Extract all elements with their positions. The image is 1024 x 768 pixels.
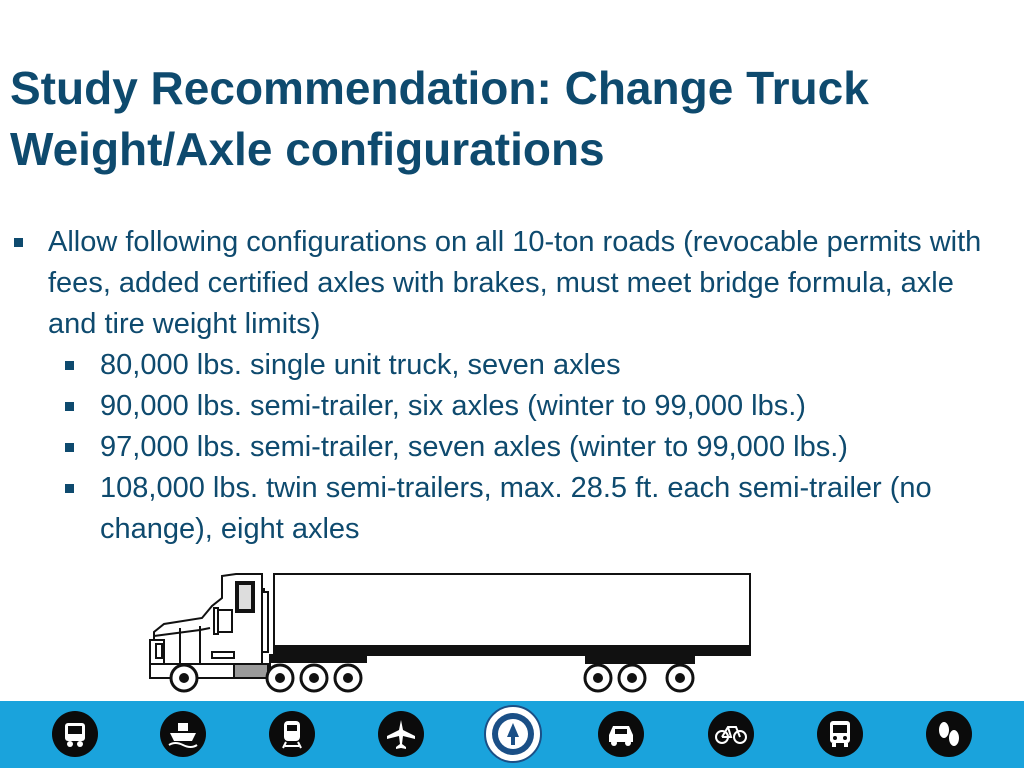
ship-icon [160, 711, 206, 757]
minnesota-dot-seal [484, 705, 542, 763]
car-icon [598, 711, 644, 757]
bullet-square-icon [65, 361, 74, 370]
bicycle-icon [708, 711, 754, 757]
bullet-square-icon [65, 443, 74, 452]
sub-bullet [0, 386, 1024, 427]
bullet-square-icon [65, 484, 74, 493]
sub-bullet-text: 80,000 lbs. single unit truck, seven axles [100, 349, 621, 381]
slide-title: Study Recommendation: Change Truck Weight/Axle configurations [10, 62, 869, 175]
bullet-list [0, 222, 1024, 550]
footer-icon-bar [0, 701, 1024, 768]
sub-bullet-text: 97,000 lbs. semi-trailer, seven axles (winter to 99,000 lbs.) [100, 431, 848, 463]
bus-icon [817, 711, 863, 757]
semi-truck-illustration [140, 568, 760, 694]
sub-bullet-text: 90,000 lbs. semi-trailer, six axles (winter to 99,000 lbs.) [100, 390, 806, 422]
airplane-icon [378, 711, 424, 757]
bullet-square-icon [65, 402, 74, 411]
bullet-square-icon [14, 238, 23, 247]
sub-bullet-text: 108,000 lbs. twin semi-trailers, max. 28.5 ft. each semi-trailer (no change), eight axles [100, 472, 932, 545]
footprints-icon [926, 711, 972, 757]
truck-icon [52, 711, 98, 757]
sub-bullet [0, 427, 1024, 468]
sub-bullet [0, 468, 1024, 550]
sub-bullet [0, 345, 1024, 386]
main-bullet-text: Allow following configurations on all 10-ton roads (revocable permits with fees, added certified axles with brakes, must meet bridge formula, axle and tire weight limits) [48, 226, 982, 340]
train-icon [269, 711, 315, 757]
main-bullet [0, 222, 1024, 345]
